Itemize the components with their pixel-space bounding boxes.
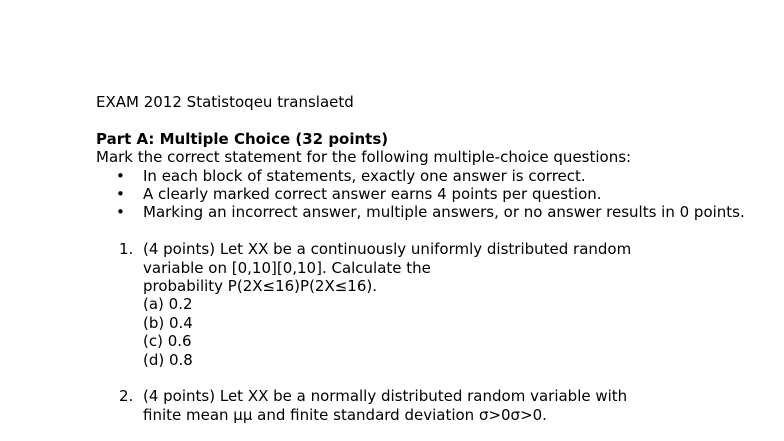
rule-text: Marking an incorrect answer, multiple answers, or no answer results in 0 points. bbox=[143, 203, 745, 222]
questions-list bbox=[96, 240, 756, 424]
answer-options bbox=[143, 295, 756, 369]
rule-text: A clearly marked correct answer earns 4 points per question. bbox=[143, 185, 602, 204]
answer-option-d: (d) 0.8 bbox=[143, 350, 193, 369]
part-a-instructions: Mark the correct statement for the following multiple-choice questions: bbox=[96, 148, 632, 167]
rule-item bbox=[96, 185, 756, 203]
question-line: finite mean μμ and finite standard deviation σ>0σ>0. bbox=[143, 405, 547, 424]
spacer bbox=[96, 111, 756, 129]
answer-option-c: (c) 0.6 bbox=[143, 332, 192, 351]
question-number: 2. bbox=[119, 387, 134, 406]
spacer bbox=[96, 222, 756, 240]
question-1 bbox=[96, 240, 756, 369]
answer-option-b: (b) 0.4 bbox=[143, 313, 193, 332]
bullet-icon: • bbox=[116, 185, 125, 204]
answer-option-a: (a) 0.2 bbox=[143, 295, 193, 314]
question-line: variable on [0,10][0,10]. Calculate the bbox=[143, 258, 431, 277]
bullet-icon: • bbox=[116, 166, 125, 185]
question-number: 1. bbox=[119, 240, 134, 259]
question-2 bbox=[96, 387, 756, 424]
question-line: (4 points) Let XX be a continuously uniformly distributed random bbox=[143, 240, 632, 259]
part-a-heading: Part A: Multiple Choice (32 points) bbox=[96, 129, 389, 148]
exam-title: EXAM 2012 Statistoqeu translaetd bbox=[96, 93, 354, 111]
exam-page bbox=[96, 93, 756, 441]
rule-item bbox=[96, 203, 756, 221]
rules-list bbox=[96, 167, 756, 222]
rule-text: In each block of statements, exactly one answer is correct. bbox=[143, 166, 586, 185]
question-line: (4 points) Let XX be a normally distributed random variable with bbox=[143, 387, 628, 406]
bullet-icon: • bbox=[116, 203, 125, 222]
rule-item bbox=[96, 167, 756, 185]
question-line: probability P(2X≤16)P(2X≤16). bbox=[143, 277, 378, 296]
